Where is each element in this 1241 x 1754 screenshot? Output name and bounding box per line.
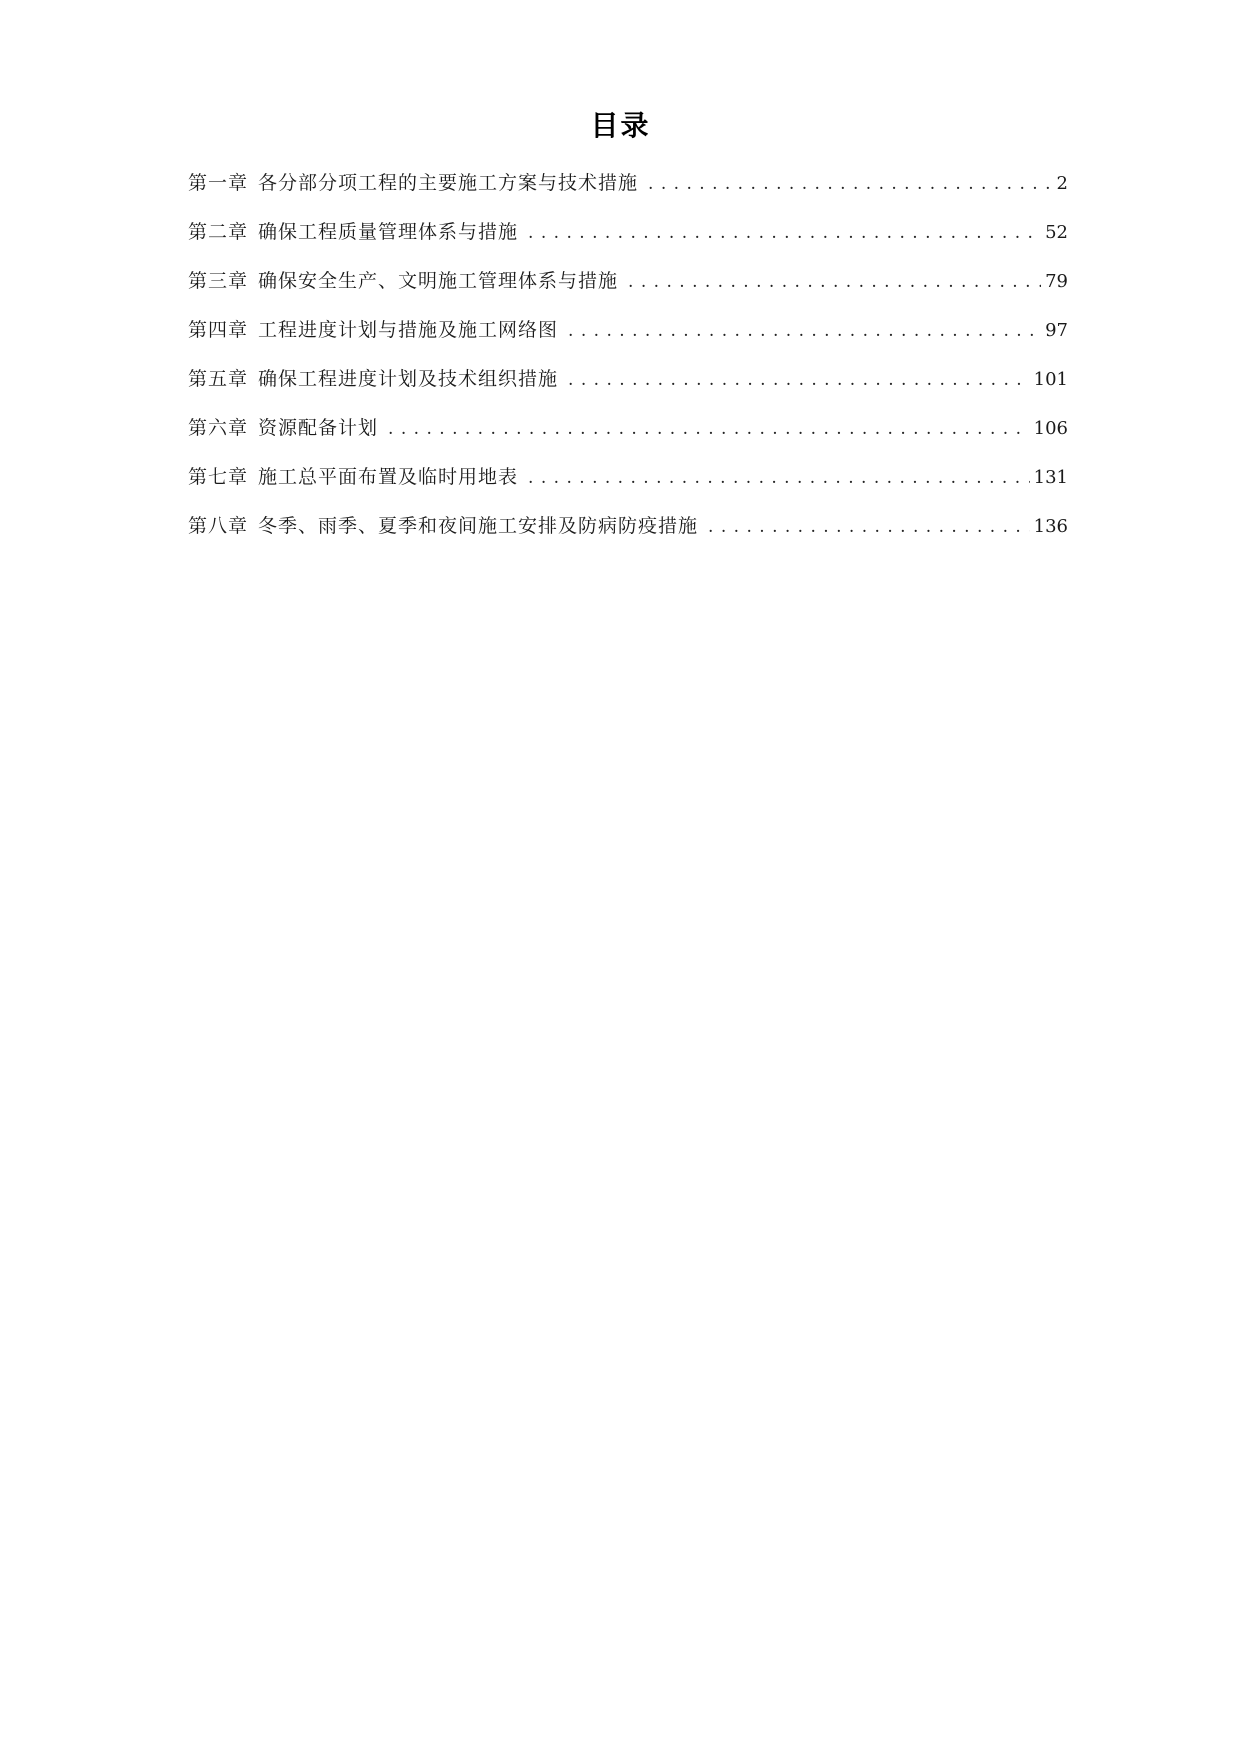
table-of-contents [188, 170, 1068, 562]
toc-dot-leader [568, 318, 1041, 344]
toc-title: 目录 [590, 109, 651, 142]
toc-entry-chapter-8[interactable] [188, 513, 1068, 562]
toc-chapter-number: 第六章 [188, 417, 249, 439]
toc-entry-chapter-2[interactable] [188, 219, 1068, 268]
toc-page-number: 52 [1045, 222, 1068, 243]
toc-chapter-number: 第五章 [188, 368, 249, 390]
toc-dot-leader [628, 269, 1041, 295]
toc-entry-chapter-3[interactable] [188, 268, 1068, 317]
toc-entry-chapter-1[interactable] [188, 170, 1068, 219]
toc-dot-leader [388, 416, 1030, 442]
toc-dot-leader [528, 220, 1041, 246]
toc-chapter-title: 各分部分项工程的主要施工方案与技术措施 [258, 172, 639, 194]
toc-dot-leader [568, 367, 1030, 393]
toc-page-number: 2 [1056, 173, 1068, 194]
toc-page-number: 106 [1033, 418, 1068, 439]
toc-dot-leader [528, 465, 1030, 491]
toc-chapter-number: 第二章 [188, 221, 249, 243]
toc-chapter-title: 确保工程进度计划及技术组织措施 [258, 368, 559, 390]
toc-chapter-number: 第四章 [188, 319, 249, 341]
toc-dot-leader [648, 171, 1053, 197]
toc-page-number: 97 [1045, 320, 1068, 341]
toc-chapter-title: 施工总平面布置及临时用地表 [258, 466, 519, 488]
toc-entry-chapter-6[interactable] [188, 415, 1068, 464]
toc-chapter-number: 第一章 [188, 172, 249, 194]
toc-chapter-title: 冬季、雨季、夏季和夜间施工安排及防病防疫措施 [258, 515, 699, 537]
toc-chapter-title: 资源配备计划 [258, 417, 379, 439]
toc-page-number: 136 [1033, 516, 1068, 537]
toc-dot-leader [708, 514, 1030, 540]
toc-chapter-title: 确保安全生产、文明施工管理体系与措施 [258, 270, 619, 292]
toc-chapter-title: 工程进度计划与措施及施工网络图 [258, 319, 559, 341]
toc-chapter-number: 第七章 [188, 466, 249, 488]
toc-page-number: 101 [1033, 369, 1068, 390]
toc-page-number: 131 [1033, 467, 1068, 488]
toc-entry-chapter-5[interactable] [188, 366, 1068, 415]
toc-chapter-number: 第三章 [188, 270, 249, 292]
toc-page-number: 79 [1045, 271, 1068, 292]
toc-chapter-title: 确保工程质量管理体系与措施 [258, 221, 519, 243]
toc-chapter-number: 第八章 [188, 515, 249, 537]
toc-entry-chapter-4[interactable] [188, 317, 1068, 366]
toc-entry-chapter-7[interactable] [188, 464, 1068, 513]
